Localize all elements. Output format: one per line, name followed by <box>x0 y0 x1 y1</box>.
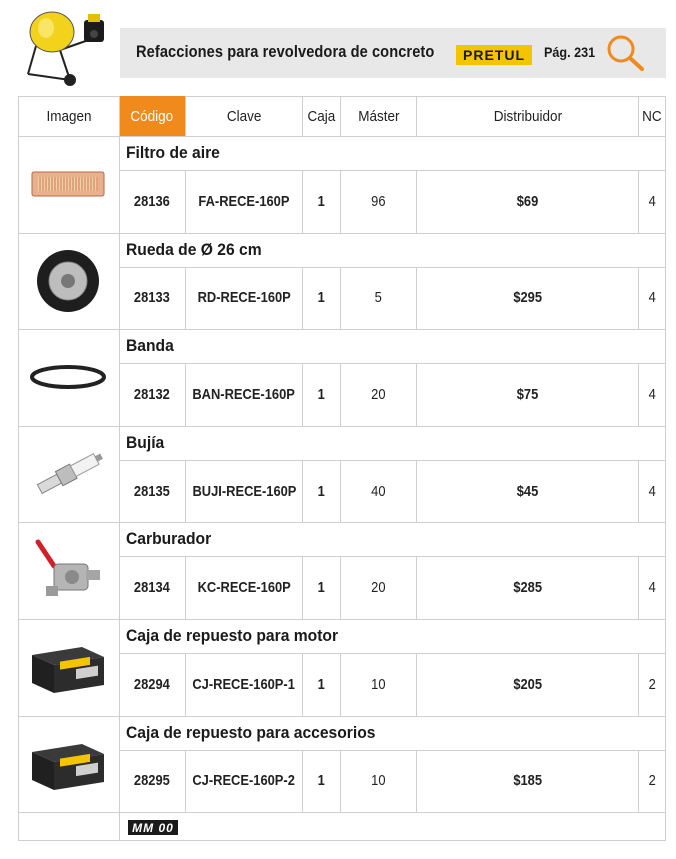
cell-clave: BUJI-RECE-160P <box>192 482 296 500</box>
carburetor-icon <box>24 524 112 617</box>
product-name: Rueda de Ø 26 cm <box>126 239 262 259</box>
cell-clave: FA-RECE-160P <box>198 192 290 210</box>
cell-distribuidor: $295 <box>513 289 542 307</box>
cell-clave: CJ-RECE-160P-2 <box>192 772 296 790</box>
cell-nc: 4 <box>648 579 656 597</box>
cell-clave: CJ-RECE-160P-1 <box>192 675 296 693</box>
column-header-imagen: Imagen <box>46 107 92 125</box>
column-header-caja: Caja <box>307 107 336 125</box>
cell-master: 10 <box>371 772 386 790</box>
cell-nc: 4 <box>648 289 656 307</box>
page-number: Pág. 231 <box>544 44 596 60</box>
cell-nc: 4 <box>648 482 656 500</box>
cell-master: 20 <box>371 385 386 403</box>
cell-distribuidor: $285 <box>513 579 542 597</box>
cell-distribuidor: $69 <box>516 192 539 210</box>
footer-badge: MM 00 <box>128 820 178 835</box>
brand-logo: PRETUL <box>456 45 532 65</box>
air-filter-icon <box>24 138 112 231</box>
cell-master: 20 <box>371 579 386 597</box>
cell-master: 10 <box>371 675 386 693</box>
cell-caja: 1 <box>317 675 326 693</box>
column-header-codigo[interactable]: Código <box>119 96 185 136</box>
wheel-icon <box>24 235 112 328</box>
cell-caja: 1 <box>317 482 326 500</box>
cell-codigo: 28135 <box>134 482 170 500</box>
cell-caja: 1 <box>317 579 326 597</box>
column-header-clave: Clave <box>226 107 262 125</box>
cell-codigo: 28295 <box>134 772 170 790</box>
cell-master: 5 <box>374 289 383 307</box>
product-name: Banda <box>126 336 174 356</box>
cell-codigo: 28294 <box>134 675 170 693</box>
cell-master: 40 <box>371 482 386 500</box>
search-icon[interactable] <box>604 32 648 74</box>
cell-caja: 1 <box>317 385 326 403</box>
cell-distribuidor: $185 <box>513 772 542 790</box>
spark-plug-icon <box>24 428 112 521</box>
cell-codigo: 28133 <box>134 289 170 307</box>
cell-master: 96 <box>371 192 386 210</box>
cell-distribuidor: $45 <box>516 482 539 500</box>
product-name: Filtro de aire <box>126 143 220 162</box>
product-name: Caja de repuesto para motor <box>126 626 339 645</box>
parts-table <box>18 96 666 841</box>
cell-codigo: 28136 <box>134 192 170 210</box>
cell-nc: 4 <box>648 192 656 210</box>
concrete-mixer-image <box>22 6 114 88</box>
column-header-master: Máster <box>357 107 400 125</box>
cell-caja: 1 <box>317 192 326 210</box>
cell-codigo: 28134 <box>134 579 170 597</box>
cell-nc: 2 <box>648 675 656 693</box>
column-header-nc: NC <box>642 107 662 125</box>
product-name: Carburador <box>126 529 212 549</box>
page-title: Refacciones para revolvedora de concreto <box>136 42 435 61</box>
cell-clave: BAN-RECE-160P <box>192 385 296 403</box>
cell-distribuidor: $205 <box>513 675 542 693</box>
cell-nc: 2 <box>648 772 656 790</box>
cell-distribuidor: $75 <box>516 385 539 403</box>
cell-codigo: 28132 <box>134 385 170 403</box>
cell-caja: 1 <box>317 772 326 790</box>
header-bar <box>120 28 666 78</box>
product-name: Bujía <box>126 432 165 452</box>
parts-box-icon <box>24 621 112 714</box>
cell-caja: 1 <box>317 289 326 307</box>
parts-box-icon <box>24 718 112 811</box>
cell-nc: 4 <box>648 385 656 403</box>
belt-icon <box>24 331 112 424</box>
column-header-distribuidor: Distribuidor <box>493 107 562 125</box>
cell-clave: KC-RECE-160P <box>197 579 291 597</box>
product-name: Caja de repuesto para accesorios <box>126 722 376 742</box>
cell-clave: RD-RECE-160P <box>197 289 291 307</box>
